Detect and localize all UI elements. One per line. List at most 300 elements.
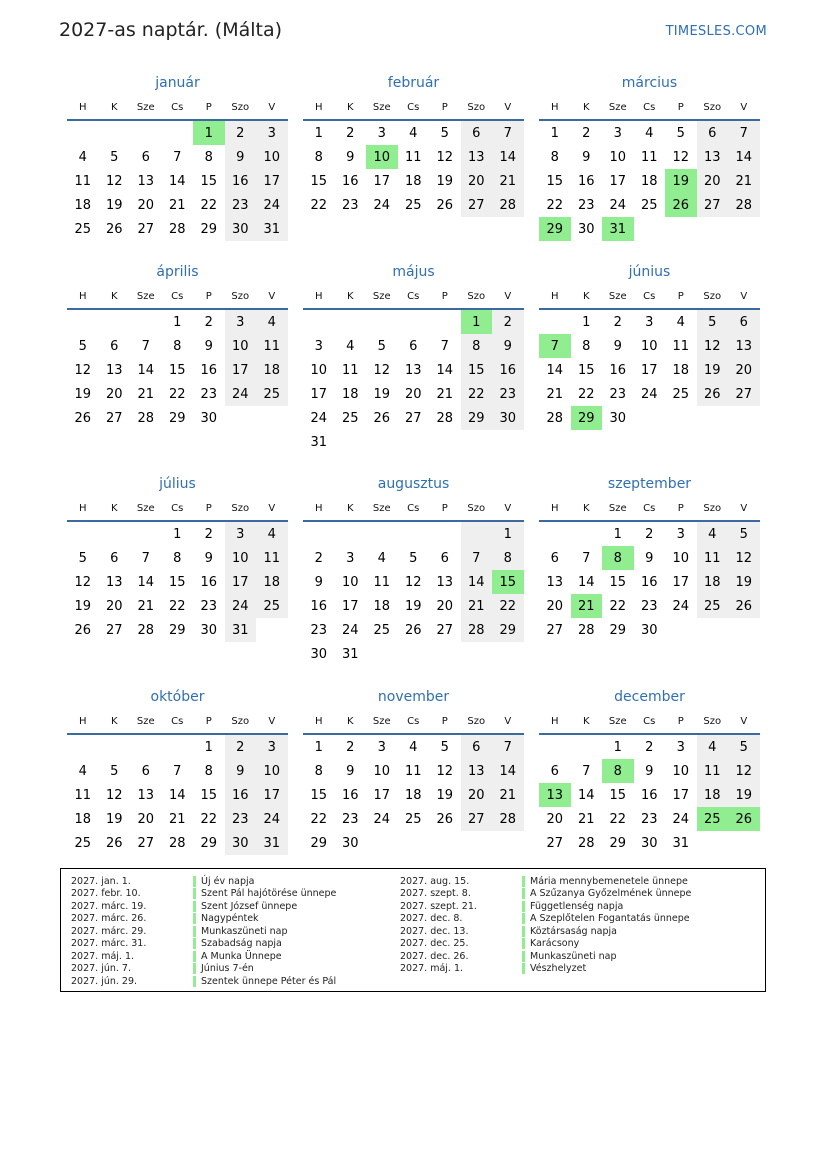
day-cell: 20 [404, 386, 422, 402]
day-cell: 22 [200, 197, 218, 213]
day-cell: 10 [672, 763, 690, 779]
day-cell: 20 [137, 811, 155, 827]
day-cell: 28 [168, 221, 186, 237]
weekday-label: H [78, 503, 87, 514]
day-cell: 1 [613, 739, 622, 755]
day-cell: 16 [200, 574, 218, 590]
day-cell: 7 [141, 550, 150, 566]
day-cell: 11 [74, 173, 92, 189]
day-cell: 30 [492, 406, 524, 430]
day-cell: 30 [200, 410, 218, 426]
legend-date: 2027. jún. 29. [71, 975, 138, 987]
day-cell: 13 [436, 574, 454, 590]
weekday-label: V [504, 291, 512, 302]
day-cell: 20 [546, 811, 564, 827]
day-cell: 28 [728, 193, 760, 217]
legend-row [61, 925, 336, 938]
weekday-header [303, 96, 524, 121]
day-cell: 1 [550, 125, 559, 141]
day-cell: 21 [728, 169, 760, 193]
legend-marker [193, 876, 196, 887]
day-cell: 18 [256, 358, 288, 382]
weekday-header [539, 710, 760, 735]
day-cell: 8 [461, 334, 493, 358]
day-grid [303, 735, 524, 855]
weekday-header [303, 285, 524, 310]
day-cell: 25 [373, 622, 391, 638]
day-cell: 21 [546, 386, 564, 402]
day-cell: 23 [310, 622, 328, 638]
day-cell: 18 [74, 197, 92, 213]
day-cell: 26 [404, 622, 422, 638]
weekday-label: V [504, 102, 512, 113]
legend-date: 2027. márc. 31. [71, 938, 147, 950]
day-cell: 2 [225, 735, 257, 759]
weekday-label: K [582, 291, 590, 302]
day-cell: 24 [373, 197, 391, 213]
weekday-label: H [78, 291, 87, 302]
day-cell: 13 [546, 574, 564, 590]
day-cell: 20 [105, 386, 123, 402]
legend-marker [522, 876, 525, 887]
empty-cell [398, 522, 430, 546]
day-cell: 8 [314, 763, 323, 779]
day-cell: 19 [436, 787, 454, 803]
holiday-day: 10 [366, 145, 398, 169]
legend-marker [193, 913, 196, 924]
day-cell: 13 [461, 145, 493, 169]
day-cell: 11 [697, 759, 729, 783]
day-cell: 17 [310, 386, 328, 402]
legend-date: 2027. márc. 26. [71, 913, 147, 925]
day-cell: 13 [404, 362, 422, 378]
day-cell: 20 [728, 358, 760, 382]
day-cell: 12 [436, 149, 454, 165]
day-cell: 18 [672, 362, 690, 378]
day-cell: 11 [74, 787, 92, 803]
legend-row [390, 875, 691, 888]
day-cell: 20 [546, 598, 564, 614]
day-cell: 4 [409, 125, 418, 141]
empty-cell [461, 522, 493, 546]
legend-holiday-name: Mária mennybemenetele ünnepe [530, 875, 688, 887]
day-cell: 1 [173, 526, 182, 542]
day-cell: 24 [225, 382, 257, 406]
day-grid [539, 522, 760, 642]
day-cell: 2 [582, 125, 591, 141]
day-cell: 6 [461, 735, 493, 759]
day-cell: 19 [697, 358, 729, 382]
day-cell: 4 [346, 338, 355, 354]
day-cell: 22 [168, 598, 186, 614]
weekday-label: K [582, 716, 590, 727]
legend-date: 2027. márc. 29. [71, 925, 147, 937]
month-name: február [387, 75, 440, 91]
day-cell: 4 [256, 522, 288, 546]
day-cell: 10 [256, 759, 288, 783]
legend-row [61, 938, 336, 951]
month-block [539, 261, 760, 430]
day-cell: 21 [436, 386, 454, 402]
day-cell: 25 [74, 221, 92, 237]
day-cell: 28 [137, 622, 155, 638]
day-cell: 4 [377, 550, 386, 566]
day-cell: 4 [697, 735, 729, 759]
day-cell: 5 [78, 338, 87, 354]
day-cell: 6 [141, 763, 150, 779]
weekday-label: K [582, 503, 590, 514]
day-cell: 7 [440, 338, 449, 354]
day-cell: 31 [310, 434, 328, 450]
day-cell: 8 [204, 149, 213, 165]
day-cell: 10 [640, 338, 658, 354]
holiday-day: 19 [665, 169, 697, 193]
weekday-label: H [314, 291, 323, 302]
empty-cell [99, 121, 131, 145]
holiday-day: 31 [602, 217, 634, 241]
day-cell: 12 [74, 362, 92, 378]
weekday-label: P [205, 716, 212, 727]
day-cell: 16 [577, 173, 595, 189]
day-cell: 25 [256, 382, 288, 406]
legend-row [61, 900, 336, 913]
day-cell: 8 [314, 149, 323, 165]
weekday-label: Sze [608, 716, 627, 727]
day-cell: 14 [168, 173, 186, 189]
weekday-label: V [268, 716, 276, 727]
day-cell: 16 [225, 169, 257, 193]
day-cell: 12 [404, 574, 422, 590]
weekday-label: Sze [372, 716, 391, 727]
empty-cell [67, 735, 99, 759]
day-cell: 22 [546, 197, 564, 213]
day-cell: 15 [461, 358, 493, 382]
day-cell: 29 [461, 406, 493, 430]
day-cell: 24 [672, 811, 690, 827]
empty-cell [67, 121, 99, 145]
day-cell: 30 [225, 217, 257, 241]
day-cell: 28 [137, 410, 155, 426]
day-cell: 8 [492, 546, 524, 570]
weekday-label: Szo [231, 291, 250, 302]
day-cell: 4 [697, 522, 729, 546]
weekday-label: K [110, 503, 118, 514]
day-cell: 3 [377, 125, 386, 141]
legend-holiday-name: Június 7-én [201, 963, 254, 975]
day-cell: 11 [341, 362, 359, 378]
day-cell: 17 [373, 173, 391, 189]
month-block [539, 473, 760, 642]
weekday-label: Sze [136, 291, 155, 302]
legend-row [390, 913, 691, 926]
day-cell: 4 [256, 310, 288, 334]
empty-cell [99, 735, 131, 759]
legend-holiday-name: Szent Pál hajótörése ünnepe [201, 888, 337, 900]
day-cell: 3 [225, 310, 257, 334]
day-grid [67, 735, 288, 855]
day-cell: 17 [373, 787, 391, 803]
day-cell: 30 [200, 622, 218, 638]
day-cell: 17 [256, 169, 288, 193]
weekday-label: Sze [136, 102, 155, 113]
legend-date: 2027. dec. 13. [400, 925, 469, 937]
legend-holiday-name: Új év napja [201, 875, 255, 887]
legend-date: 2027. dec. 26. [400, 950, 469, 962]
weekday-label: Cs [407, 716, 420, 727]
day-cell: 23 [577, 197, 595, 213]
day-cell: 17 [256, 783, 288, 807]
day-cell: 24 [341, 622, 359, 638]
day-cell: 26 [728, 594, 760, 618]
day-cell: 21 [577, 811, 595, 827]
day-cell: 4 [78, 149, 87, 165]
day-cell: 29 [168, 622, 186, 638]
legend-holiday-name: A Munka Ünnepe [201, 950, 282, 962]
legend-date: 2027. febr. 10. [71, 888, 141, 900]
day-cell: 25 [256, 594, 288, 618]
day-cell: 7 [141, 338, 150, 354]
day-cell: 5 [110, 149, 119, 165]
weekday-label: Sze [372, 102, 391, 113]
weekday-label: H [78, 716, 87, 727]
day-cell: 27 [546, 622, 564, 638]
empty-cell [366, 522, 398, 546]
empty-cell [303, 310, 335, 334]
day-cell: 17 [341, 598, 359, 614]
day-cell: 28 [546, 410, 564, 426]
weekday-label: Sze [136, 503, 155, 514]
day-cell: 13 [137, 787, 155, 803]
legend-holiday-name: Nagypéntek [201, 913, 259, 925]
day-cell: 30 [640, 835, 658, 851]
day-cell: 2 [346, 125, 355, 141]
legend-row [390, 938, 691, 951]
day-cell: 15 [609, 574, 627, 590]
day-cell: 9 [346, 149, 355, 165]
weekday-label: P [677, 291, 684, 302]
legend-marker [522, 888, 525, 899]
day-cell: 9 [204, 338, 213, 354]
day-cell: 1 [492, 522, 524, 546]
day-cell: 23 [225, 807, 257, 831]
day-cell: 10 [672, 550, 690, 566]
empty-cell [335, 310, 367, 334]
day-cell: 6 [728, 310, 760, 334]
day-cell: 28 [577, 622, 595, 638]
day-cell: 28 [492, 193, 524, 217]
empty-cell [571, 522, 603, 546]
weekday-label: K [110, 716, 118, 727]
day-cell: 23 [640, 598, 658, 614]
weekday-header [67, 710, 288, 735]
day-cell: 16 [341, 787, 359, 803]
day-cell: 20 [137, 197, 155, 213]
weekday-label: K [346, 291, 354, 302]
day-cell: 15 [168, 362, 186, 378]
legend-date: 2027. máj. 1. [400, 963, 464, 975]
day-cell: 14 [546, 362, 564, 378]
legend-date: 2027. dec. 8. [400, 913, 463, 925]
legend-date: 2027. dec. 25. [400, 938, 469, 950]
weekday-label: Szo [467, 503, 486, 514]
day-cell: 4 [78, 763, 87, 779]
holiday-day: 29 [539, 217, 571, 241]
day-cell: 17 [672, 787, 690, 803]
day-cell: 11 [640, 149, 658, 165]
day-cell: 23 [640, 811, 658, 827]
day-cell: 25 [697, 594, 729, 618]
day-cell: 17 [225, 358, 257, 382]
legend-row [61, 975, 336, 988]
day-cell: 25 [640, 197, 658, 213]
weekday-label: P [441, 716, 448, 727]
weekday-header [539, 96, 760, 121]
day-cell: 26 [105, 221, 123, 237]
day-cell: 2 [225, 121, 257, 145]
day-cell: 3 [225, 522, 257, 546]
legend-holiday-name: Szent József ünnepe [201, 900, 298, 912]
day-cell: 25 [341, 410, 359, 426]
day-cell: 27 [461, 807, 493, 831]
day-cell: 26 [74, 410, 92, 426]
day-cell: 10 [256, 145, 288, 169]
day-cell: 21 [492, 783, 524, 807]
day-cell: 26 [105, 835, 123, 851]
day-cell: 6 [110, 550, 119, 566]
site-link[interactable]: TIMESLES.COM [665, 24, 767, 39]
day-cell: 1 [582, 314, 591, 330]
legend-row [390, 925, 691, 938]
day-cell: 10 [310, 362, 328, 378]
day-cell: 17 [640, 362, 658, 378]
day-cell: 29 [200, 835, 218, 851]
day-cell: 27 [436, 622, 454, 638]
day-cell: 7 [492, 735, 524, 759]
legend-holiday-name: A Szűzanya Győzelmének ünnepe [530, 888, 692, 900]
day-cell: 9 [346, 763, 355, 779]
weekday-label: P [441, 291, 448, 302]
month-block [67, 261, 288, 430]
empty-cell [366, 310, 398, 334]
day-cell: 6 [409, 338, 418, 354]
weekday-label: Szo [703, 102, 722, 113]
day-cell: 12 [728, 546, 760, 570]
day-cell: 15 [577, 362, 595, 378]
weekday-label: Cs [643, 716, 656, 727]
day-cell: 14 [168, 787, 186, 803]
day-cell: 12 [697, 334, 729, 358]
day-cell: 27 [404, 410, 422, 426]
day-cell: 8 [550, 149, 559, 165]
empty-cell [539, 310, 571, 334]
weekday-label: K [346, 102, 354, 113]
day-cell: 14 [492, 759, 524, 783]
day-cell: 29 [609, 622, 627, 638]
legend-marker [522, 913, 525, 924]
day-cell: 14 [492, 145, 524, 169]
weekday-label: Sze [136, 716, 155, 727]
day-cell: 16 [640, 787, 658, 803]
day-cell: 11 [256, 334, 288, 358]
weekday-label: K [346, 716, 354, 727]
day-cell: 16 [640, 574, 658, 590]
month-block [67, 473, 288, 642]
day-cell: 16 [225, 783, 257, 807]
weekday-label: H [550, 716, 559, 727]
day-grid [303, 310, 524, 454]
day-cell: 4 [676, 314, 685, 330]
month-name: július [159, 476, 196, 492]
day-cell: 30 [609, 410, 627, 426]
weekday-label: Sze [372, 503, 391, 514]
day-cell: 7 [173, 149, 182, 165]
day-cell: 19 [105, 197, 123, 213]
weekday-label: Cs [643, 102, 656, 113]
month-name: december [614, 689, 685, 705]
month-name: november [377, 689, 450, 705]
day-cell: 6 [141, 149, 150, 165]
legend-holiday-name: Szabadság napja [201, 938, 282, 950]
legend-marker [522, 938, 525, 949]
weekday-label: Sze [608, 291, 627, 302]
day-cell: 16 [609, 362, 627, 378]
weekday-label: H [550, 102, 559, 113]
legend-holiday-name: Munkaszüneti nap [201, 925, 288, 937]
day-cell: 21 [461, 594, 493, 618]
day-cell: 12 [436, 763, 454, 779]
weekday-label: H [550, 503, 559, 514]
weekday-label: Cs [171, 503, 184, 514]
empty-cell [539, 735, 571, 759]
weekday-label: V [268, 291, 276, 302]
weekday-label: P [205, 503, 212, 514]
weekday-label: V [268, 102, 276, 113]
day-grid [539, 735, 760, 855]
day-cell: 3 [256, 121, 288, 145]
day-cell: 24 [310, 410, 328, 426]
legend-marker [522, 951, 525, 962]
day-cell: 28 [436, 410, 454, 426]
day-cell: 29 [492, 618, 524, 642]
day-cell: 11 [373, 574, 391, 590]
day-cell: 5 [728, 522, 760, 546]
day-cell: 29 [310, 835, 328, 851]
day-cell: 21 [168, 197, 186, 213]
holiday-day: 13 [539, 783, 571, 807]
month-name: május [392, 264, 435, 280]
day-cell: 25 [74, 835, 92, 851]
day-cell: 13 [461, 759, 493, 783]
day-cell: 18 [697, 570, 729, 594]
weekday-label: V [740, 102, 748, 113]
day-cell: 11 [404, 763, 422, 779]
day-cell: 24 [256, 807, 288, 831]
day-cell: 4 [409, 739, 418, 755]
weekday-label: H [550, 291, 559, 302]
day-cell: 31 [225, 618, 257, 642]
day-cell: 20 [461, 783, 493, 807]
day-cell: 11 [672, 338, 690, 354]
legend-column-left [61, 875, 336, 988]
weekday-label: Szo [703, 503, 722, 514]
weekday-header [539, 497, 760, 522]
day-cell: 18 [341, 386, 359, 402]
day-cell: 19 [436, 173, 454, 189]
legend-marker [193, 926, 196, 937]
day-cell: 18 [373, 598, 391, 614]
weekday-label: Sze [608, 102, 627, 113]
day-cell: 20 [436, 598, 454, 614]
